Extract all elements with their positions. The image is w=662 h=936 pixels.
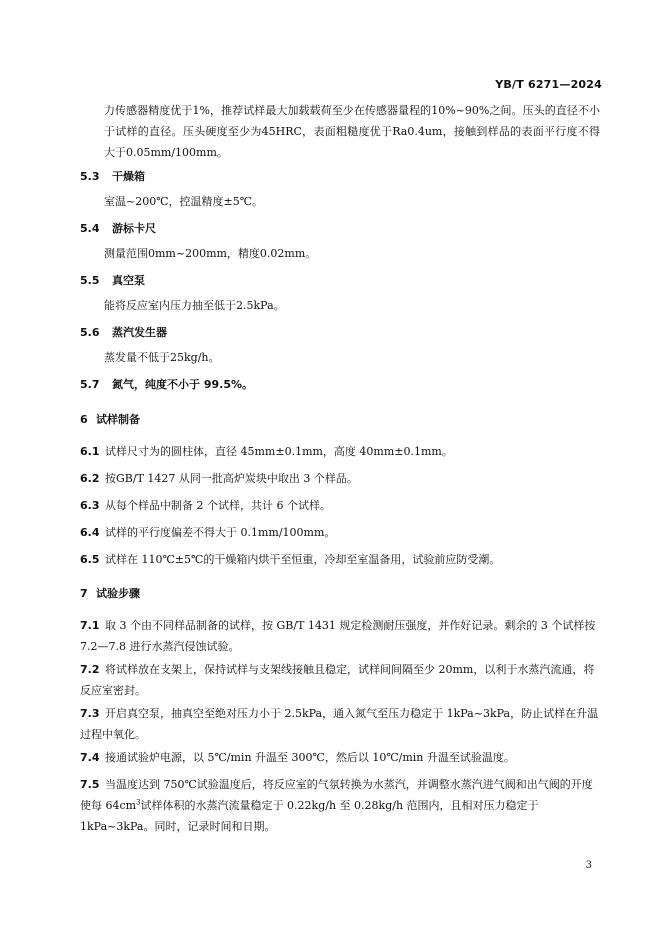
- standard-code: YB/T 6271—2024: [495, 78, 602, 91]
- item-text: 接通试验炉电源，以 5℃/min 升温至 300℃，然后以 10℃/min 升温至试验温度。: [105, 751, 515, 764]
- item-text: 从每个样品中制备 2 个试样，共计 6 个试样。: [105, 499, 331, 512]
- list-item-7-2: [80, 659, 600, 701]
- section-title: 干燥箱: [112, 170, 145, 183]
- section-number: 5.4: [80, 222, 100, 235]
- section-text-5-3: 室温~200℃，控温精度±5℃。: [104, 195, 264, 208]
- section-title: 蒸汽发生器: [112, 326, 167, 339]
- section-title: 氮气，纯度不小于 99.5%。: [112, 378, 253, 391]
- item-number: 7.5: [80, 778, 100, 791]
- section-heading-5-7: [80, 376, 253, 392]
- item-text: 将试样放在支架上，保持试样与支架线接触且稳定，试样间间隔至少 20mm，以利于水蒸汽流通，将反应室密封。: [80, 663, 595, 697]
- section-heading-5-3: [80, 168, 145, 184]
- item-number: 7.3: [80, 707, 100, 720]
- item-text: 按GB/T 1427 从同一批高炉炭块中取出 3 个样品。: [105, 472, 358, 485]
- section-number: 7: [80, 587, 88, 600]
- list-item-6-2: [80, 468, 600, 489]
- item-number: 6.4: [80, 526, 100, 539]
- list-item-7-5: [80, 774, 600, 837]
- list-item-6-5: [80, 549, 600, 570]
- list-item-7-1: [80, 615, 600, 657]
- section-number: 5.7: [80, 378, 100, 391]
- item-number: 6.3: [80, 499, 100, 512]
- section-heading-7: [80, 585, 140, 601]
- section-title: 试样制备: [96, 413, 140, 426]
- superscript-3: 3: [136, 798, 141, 807]
- item-number: 6.2: [80, 472, 100, 485]
- section-text-5-5: 能将反应室内压力抽至低于2.5kPa。: [104, 299, 285, 312]
- item-text: 取 3 个由不同样品制备的试样，按 GB/T 1431 规定检测耐压强度，并作好记录。剩余的 3 个试样按 7.2—7.8 进行水蒸汽侵蚀试验。: [80, 619, 596, 653]
- item-number: 6.1: [80, 445, 100, 458]
- item-text-part-1: 当温度达到 750℃试验温度后，将反应室的气氛转换为水蒸汽，并调整水蒸汽进气阀和出气阀的开度使每 64cm: [80, 778, 593, 812]
- item-text-part-2: 试样体积的水蒸汽流量稳定于 0.22kg/h 至 0.28kg/h 范围内，且相对压力稳定于 1kPa~3kPa。同时，记录时间和日期。: [80, 799, 539, 833]
- section-heading-5-4: [80, 220, 156, 236]
- section-heading-5-6: [80, 324, 167, 340]
- section-heading-6: [80, 411, 140, 427]
- list-item-6-1: [80, 441, 600, 462]
- list-item-7-4: [80, 747, 600, 768]
- page-number: 3: [585, 860, 592, 871]
- section-heading-5-5: [80, 272, 145, 288]
- list-item-6-3: [80, 495, 600, 516]
- intro-paragraph: 力传感器精度优于1%，推荐试样最大加载载荷至少在传感器量程的10%~90%之间。压头的直径不小于试样的直径。压头硬度至少为45HRC，表面粗糙度优于Ra0.4um，接触到样品的表面平行度不得大于0.05mm/100mm。: [104, 104, 600, 159]
- item-number: 7.2: [80, 663, 100, 676]
- item-text: 试样尺寸为的圆柱体，直径 45mm±0.1mm，高度 40mm±0.1mm。: [105, 445, 453, 458]
- item-text: 试样在 110℃±5℃的干燥箱内烘干至恒重，冷却至室温备用，试验前应防受潮。: [105, 553, 501, 566]
- section-text-5-4: 测量范围0mm~200mm，精度0.02mm。: [104, 247, 317, 260]
- list-item-6-4: [80, 522, 600, 543]
- section-number: 5.6: [80, 326, 100, 339]
- item-text: 试样的平行度偏差不得大于 0.1mm/100mm。: [105, 526, 336, 539]
- list-item-7-3: [80, 703, 600, 745]
- section-text-5-6: 蒸发量不低于25kg/h。: [104, 351, 220, 364]
- section-title: 游标卡尺: [112, 222, 156, 235]
- item-number: 7.4: [80, 751, 100, 764]
- section-number: 5.3: [80, 170, 100, 183]
- section-number: 6: [80, 413, 88, 426]
- section-title: 真空泵: [112, 274, 145, 287]
- section-title: 试验步骤: [96, 587, 140, 600]
- item-text: 开启真空泵，抽真空至绝对压力小于 2.5kPa，通入氮气至压力稳定于 1kPa~3kPa，防止试样在升温过程中氧化。: [80, 707, 599, 741]
- section-number: 5.5: [80, 274, 100, 287]
- item-number: 7.1: [80, 619, 100, 632]
- item-number: 6.5: [80, 553, 100, 566]
